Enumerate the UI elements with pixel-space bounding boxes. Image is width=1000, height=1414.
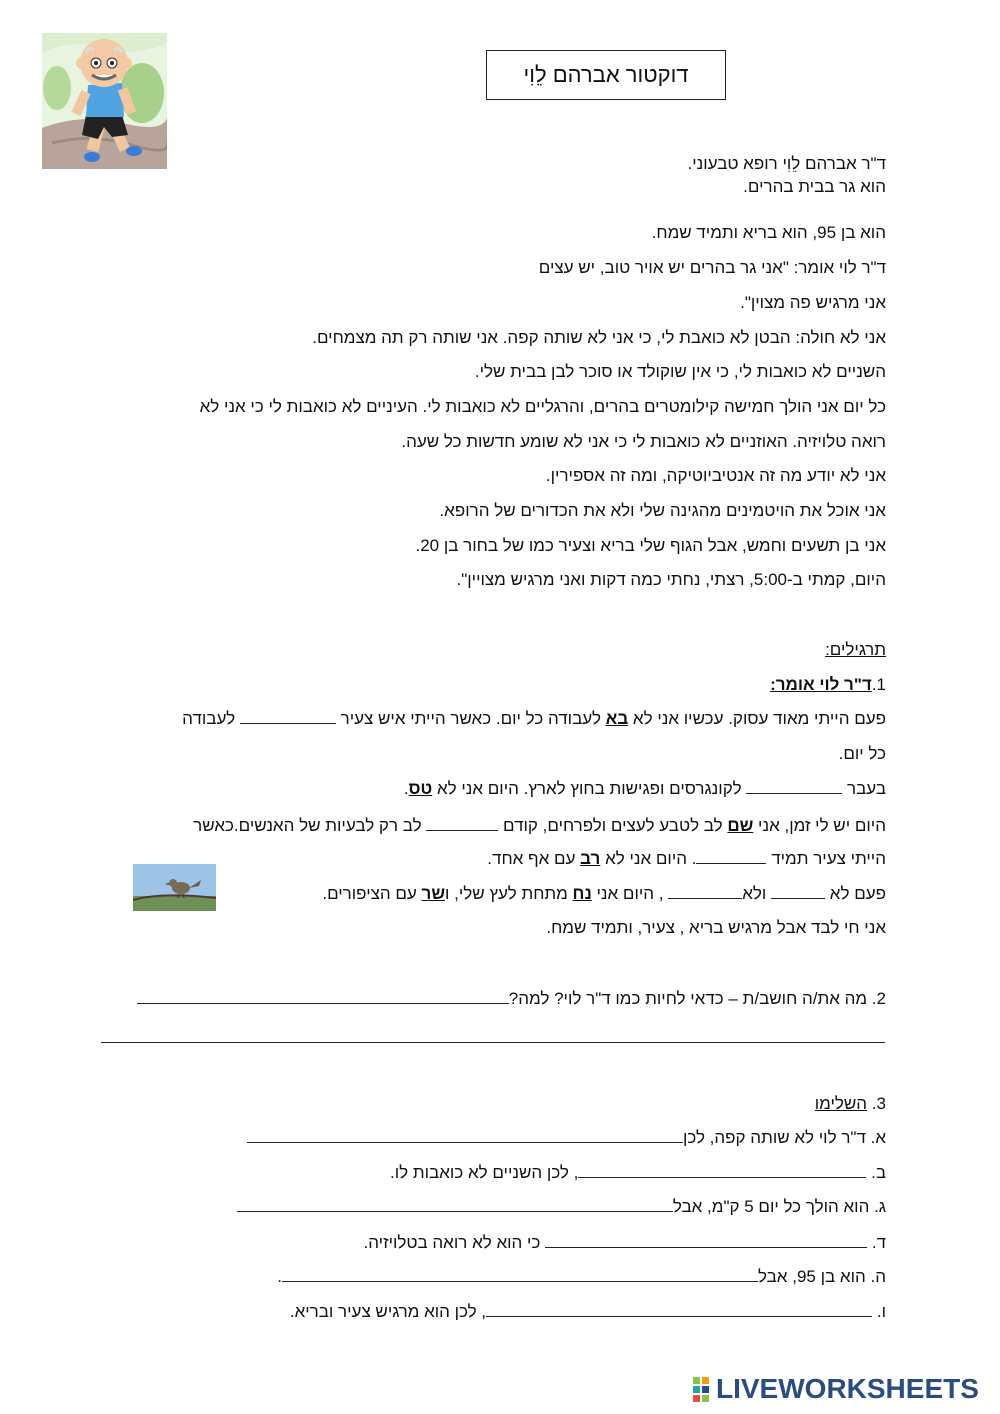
ex3-heading: 3. השלימו	[814, 1094, 886, 1113]
ex2-answer-line[interactable]	[101, 1042, 885, 1043]
bird-photo	[133, 864, 216, 911]
ex1-title: ד"ר לוי אומר:	[770, 675, 872, 694]
story-line: אני לא חולה: הבטן לא כואבת לי, כי אני לא שותה קפה. אני שותה רק תה מצמחים.	[312, 328, 886, 347]
story-line: אני לא יודע מה זה אנטיביוטיקה, ומה זה אספירין.	[545, 466, 886, 485]
blank-input[interactable]	[771, 883, 825, 899]
old-man-running-illustration	[42, 33, 167, 169]
logo-icon	[692, 1376, 712, 1403]
ex1-line-4: היום יש לי זמן, אני שם לב לטבע לעצים ולפרחים, קודם לב רק לבעיות של האנשים.כאשר	[193, 816, 886, 835]
ex2-question-line: 2. מה את/ה חושב/ת – כדאי לחיות כמו ד"ר לוי? למה?	[94, 988, 886, 1010]
ex1-line-2: כל יום.	[838, 744, 886, 763]
ex1-line-3: בעבר לקונגרסים ופגישות בחוץ לארץ. היום אני לא טס.	[403, 779, 886, 798]
intro-line-1: ד"ר אברהם לֵוִי רופא טבעוני.	[687, 154, 886, 173]
ex1-line-5: הייתי צעיר תמיד . היום אני לא רב עם אף אחד.	[487, 849, 886, 868]
liveworksheets-logo	[692, 1374, 979, 1404]
logo-text: LIVEWORKSHEETS	[716, 1373, 979, 1404]
ex3-f: ו. , לכן הוא מרגיש צעיר ובריא.	[289, 1302, 886, 1321]
ex3-a: א. ד"ר לוי לא שותה קפה, לכן	[106, 1127, 886, 1149]
word-nach: נח	[572, 884, 592, 903]
word-tas: טס	[408, 779, 433, 798]
exercises-heading: תרגילים:	[825, 640, 886, 659]
ex3-e: ה. הוא בן 95, אבל.	[277, 1267, 886, 1286]
ex1-heading	[106, 674, 886, 696]
blank-input[interactable]	[668, 883, 742, 899]
blank-input[interactable]	[578, 1162, 866, 1178]
story-line: היום, קמתי ב-5:00, רצתי, נחתי כמה דקות ואני מרגיש מצויין".	[456, 570, 886, 589]
blank-input[interactable]	[426, 815, 498, 831]
story-line: הוא בן 95, הוא בריא ותמיד שמח.	[651, 223, 886, 242]
story-line: אני מרגיש פה מצוין".	[740, 293, 886, 312]
worksheet-title: דוקטור אברהם לֵוִי	[486, 50, 726, 100]
ex1-line-6: פעם לא ולא , היום אני נח מתחת לעץ שלי, ושר עם הציפורים.	[322, 884, 886, 903]
story-line: השניים לא כואבות לי, כי אין שוקולד או סוכר לבן בבית שלי.	[474, 362, 886, 381]
story-line: ד"ר לוי אומר: "אני גר בהרים יש אויר טוב, יש עצים	[538, 258, 886, 277]
blank-input[interactable]	[282, 1266, 758, 1282]
ex2-answer-blank[interactable]	[137, 988, 509, 1004]
ex3-d: ד. כי הוא לא רואה בטלויזיה.	[363, 1233, 886, 1252]
word-ba: בא	[605, 709, 629, 728]
blank-input[interactable]	[247, 1127, 683, 1143]
ex3-c: ג. הוא הולך כל יום 5 ק"מ, אבל	[106, 1196, 886, 1218]
ex1-number: 1.	[871, 675, 886, 694]
story-line: אני בן תשעים וחמש, אבל הגוף שלי בריא וצעיר כמו של בחור בן 20.	[415, 536, 886, 555]
blank-input[interactable]	[240, 708, 336, 724]
story-line: רואה טלויזיה. האוזניים לא כואבות לי כי אני לא שומע חדשות כל שעה.	[401, 432, 886, 451]
story-line: כל יום אני הולך חמישה קילומטרים בהרים, והרגליים לא כואבות לי. העיניים לא כואבות לי כי אני לא	[199, 397, 886, 416]
blank-input[interactable]	[486, 1301, 872, 1317]
blank-input[interactable]	[746, 778, 842, 794]
blank-input[interactable]	[545, 1232, 867, 1248]
story-line: אני אוכל את הויטמינים מהגינה שלי ולא את הכדורים של הרופא.	[439, 501, 886, 520]
intro-line-2: הוא גר בבית בהרים.	[743, 177, 886, 196]
ex1-line-1: פעם הייתי מאוד עסוק. עכשיו אני לא בא לעבודה כל יום. כאשר הייתי איש צעיר לעבודה	[182, 709, 886, 728]
blank-input[interactable]	[237, 1196, 673, 1212]
ex3-b: ב. , לכן השניים לא כואבות לו.	[390, 1163, 886, 1182]
ex1-line-7: אני חי לבד אבל מרגיש בריא , צעיר, ותמיד שמח.	[546, 918, 886, 937]
word-shar: שר	[421, 884, 446, 903]
word-sam: שם	[727, 816, 754, 835]
word-rav: רב	[580, 849, 601, 868]
blank-input[interactable]	[696, 848, 766, 864]
